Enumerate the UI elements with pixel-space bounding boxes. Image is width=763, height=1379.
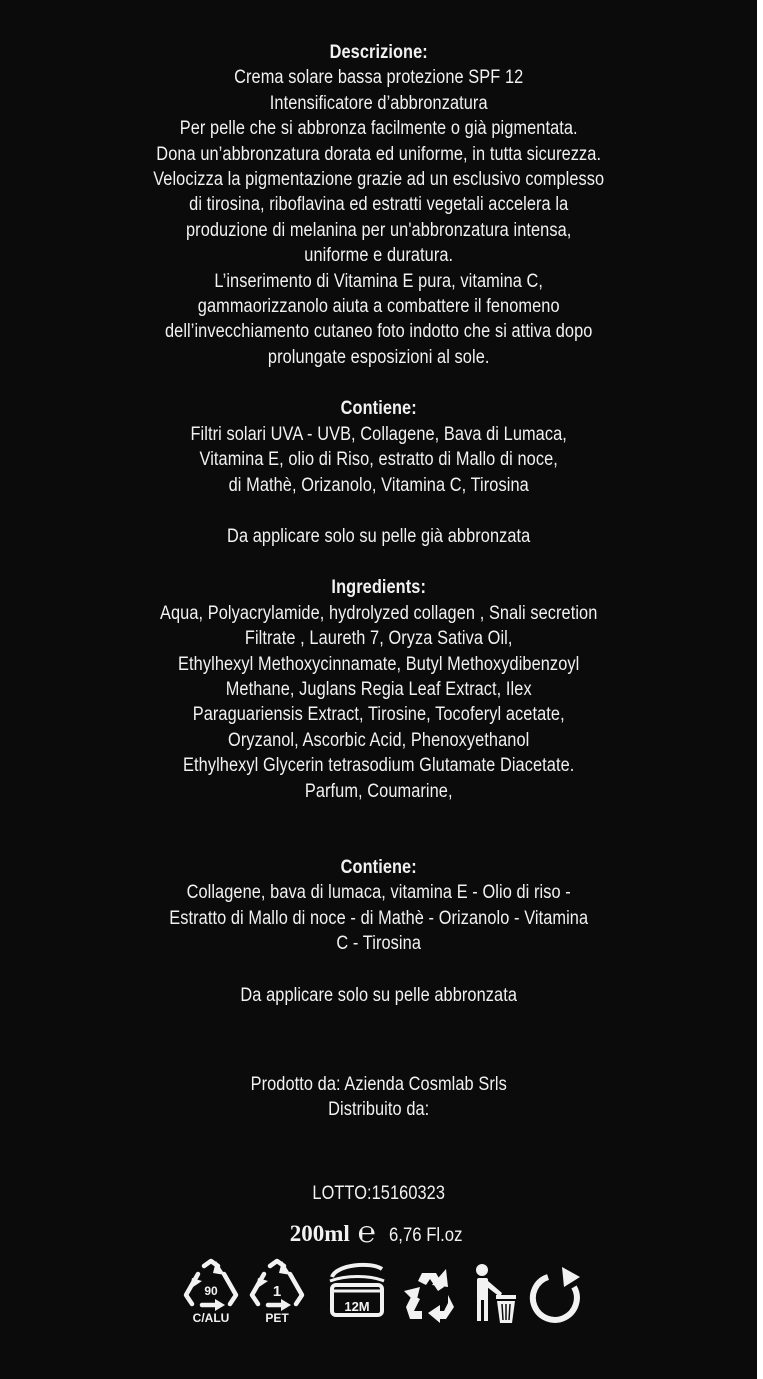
description-line: Intensificatore d’abbronzatura — [269, 92, 488, 114]
ingredients-line: Filtrate , Laureth 7, Oryza Sativa Oil, — [244, 628, 513, 650]
lot-number: LOTTO:15160323 — [312, 1182, 446, 1204]
pao-open-jar-icon — [326, 1257, 388, 1323]
recycle-pet-number: 1 — [272, 1283, 282, 1300]
packaging-symbols — [0, 1257, 757, 1337]
description-line: produzione di melanina per un'abbronzatura intensa, — [186, 219, 572, 241]
volume-line — [0, 1215, 757, 1249]
recycle-c-alu-label: C/ALU — [192, 1311, 230, 1325]
contains-line: Estratto di Mallo di noce - di Mathè - Orizanolo - Vitamina — [169, 907, 589, 929]
description-line: L’inserimento di Vitamina E pura, vitamina C, — [214, 270, 544, 292]
description-heading: Descrizione: — [329, 42, 428, 63]
ingredients-line: Ethylhexyl Glycerin tetrasodium Glutamate Diacetate. — [183, 755, 575, 777]
description-line: prolungate esposizioni al sole. — [267, 346, 490, 368]
ingredients-line: Ethylhexyl Methoxycinnamate, Butyl Methoxydibenzoyl — [178, 653, 580, 675]
usage-note-2: Da applicare solo su pelle abbronzata — [240, 984, 518, 1006]
contains-heading-2: Contiene: — [340, 856, 417, 878]
circular-arrow-icon — [526, 1263, 586, 1325]
contains-line: di Mathè, Orizanolo, Vitamina C, Tirosina — [228, 474, 529, 496]
tidyman-bin-icon — [468, 1263, 520, 1325]
producer-line: Prodotto da: Azienda Cosmlab Srls — [250, 1074, 507, 1095]
ingredients-heading: Ingredients: — [331, 577, 426, 599]
ingredients-line: Paraguariensis Extract, Tirosine, Tocoferyl acetate, — [192, 704, 565, 726]
contains-line: C - Tirosina — [336, 933, 421, 955]
recycle-pet-label: PET — [265, 1311, 289, 1325]
volume-fl-oz: 6,76 Fl.oz — [388, 1225, 463, 1246]
ingredients-line: Oryzanol, Ascorbic Acid, Phenoxyethanol — [228, 729, 530, 751]
description-line: uniforme e duratura. — [304, 245, 454, 267]
contains-line: Vitamina E, olio di Riso, estratto di Mallo di noce, — [199, 449, 558, 471]
ingredients-line: Aqua, Polyacrylamide, hydrolyzed collagen , Snali secretion — [160, 602, 598, 624]
label-text — [53, 40, 704, 1206]
estimated-sign-icon: ℮ — [357, 1216, 376, 1249]
description-line: Crema solare bassa protezione SPF 12 — [234, 67, 524, 89]
pao-months: 12M — [344, 1299, 370, 1314]
ingredients-line: Parfum, Coumarine, — [304, 780, 453, 802]
contains-heading: Contiene: — [340, 398, 417, 420]
description-line: gammaorizzanolo aiuta a combattere il fenomeno — [197, 296, 560, 318]
description-line: Velocizza la pigmentazione grazie ad un esclusivo complesso — [153, 169, 605, 191]
distributor-line: Distribuito da: — [328, 1099, 430, 1121]
description-line: dell’invecchiamento cutaneo foto indotto che si attiva dopo — [164, 321, 593, 343]
description-line: Per pelle che si abbronza facilmente o già pigmentata. — [179, 118, 578, 140]
description-line: di tirosina, riboflavina ed estratti vegetali accelera la — [189, 194, 569, 216]
volume-ml: 200ml — [289, 1221, 350, 1246]
recycle-arrows-icon — [400, 1267, 458, 1325]
description-line: Dona un’abbronzatura dorata ed uniforme, in tutta sicurezza. — [156, 143, 602, 165]
recycle-pet-icon — [246, 1257, 308, 1329]
recycle-c-alu-number: 90 — [204, 1284, 218, 1298]
contains-line: Filtri solari UVA - UVB, Collagene, Bava di Lumaca, — [190, 423, 567, 445]
usage-note: Da applicare solo su pelle già abbronzata — [227, 525, 531, 547]
contains-line: Collagene, bava di lumaca, vitamina E - Olio di riso - — [186, 882, 571, 904]
ingredients-line: Methane, Juglans Regia Leaf Extract, Ilex — [225, 678, 532, 700]
recycle-c-alu-icon — [180, 1257, 242, 1329]
